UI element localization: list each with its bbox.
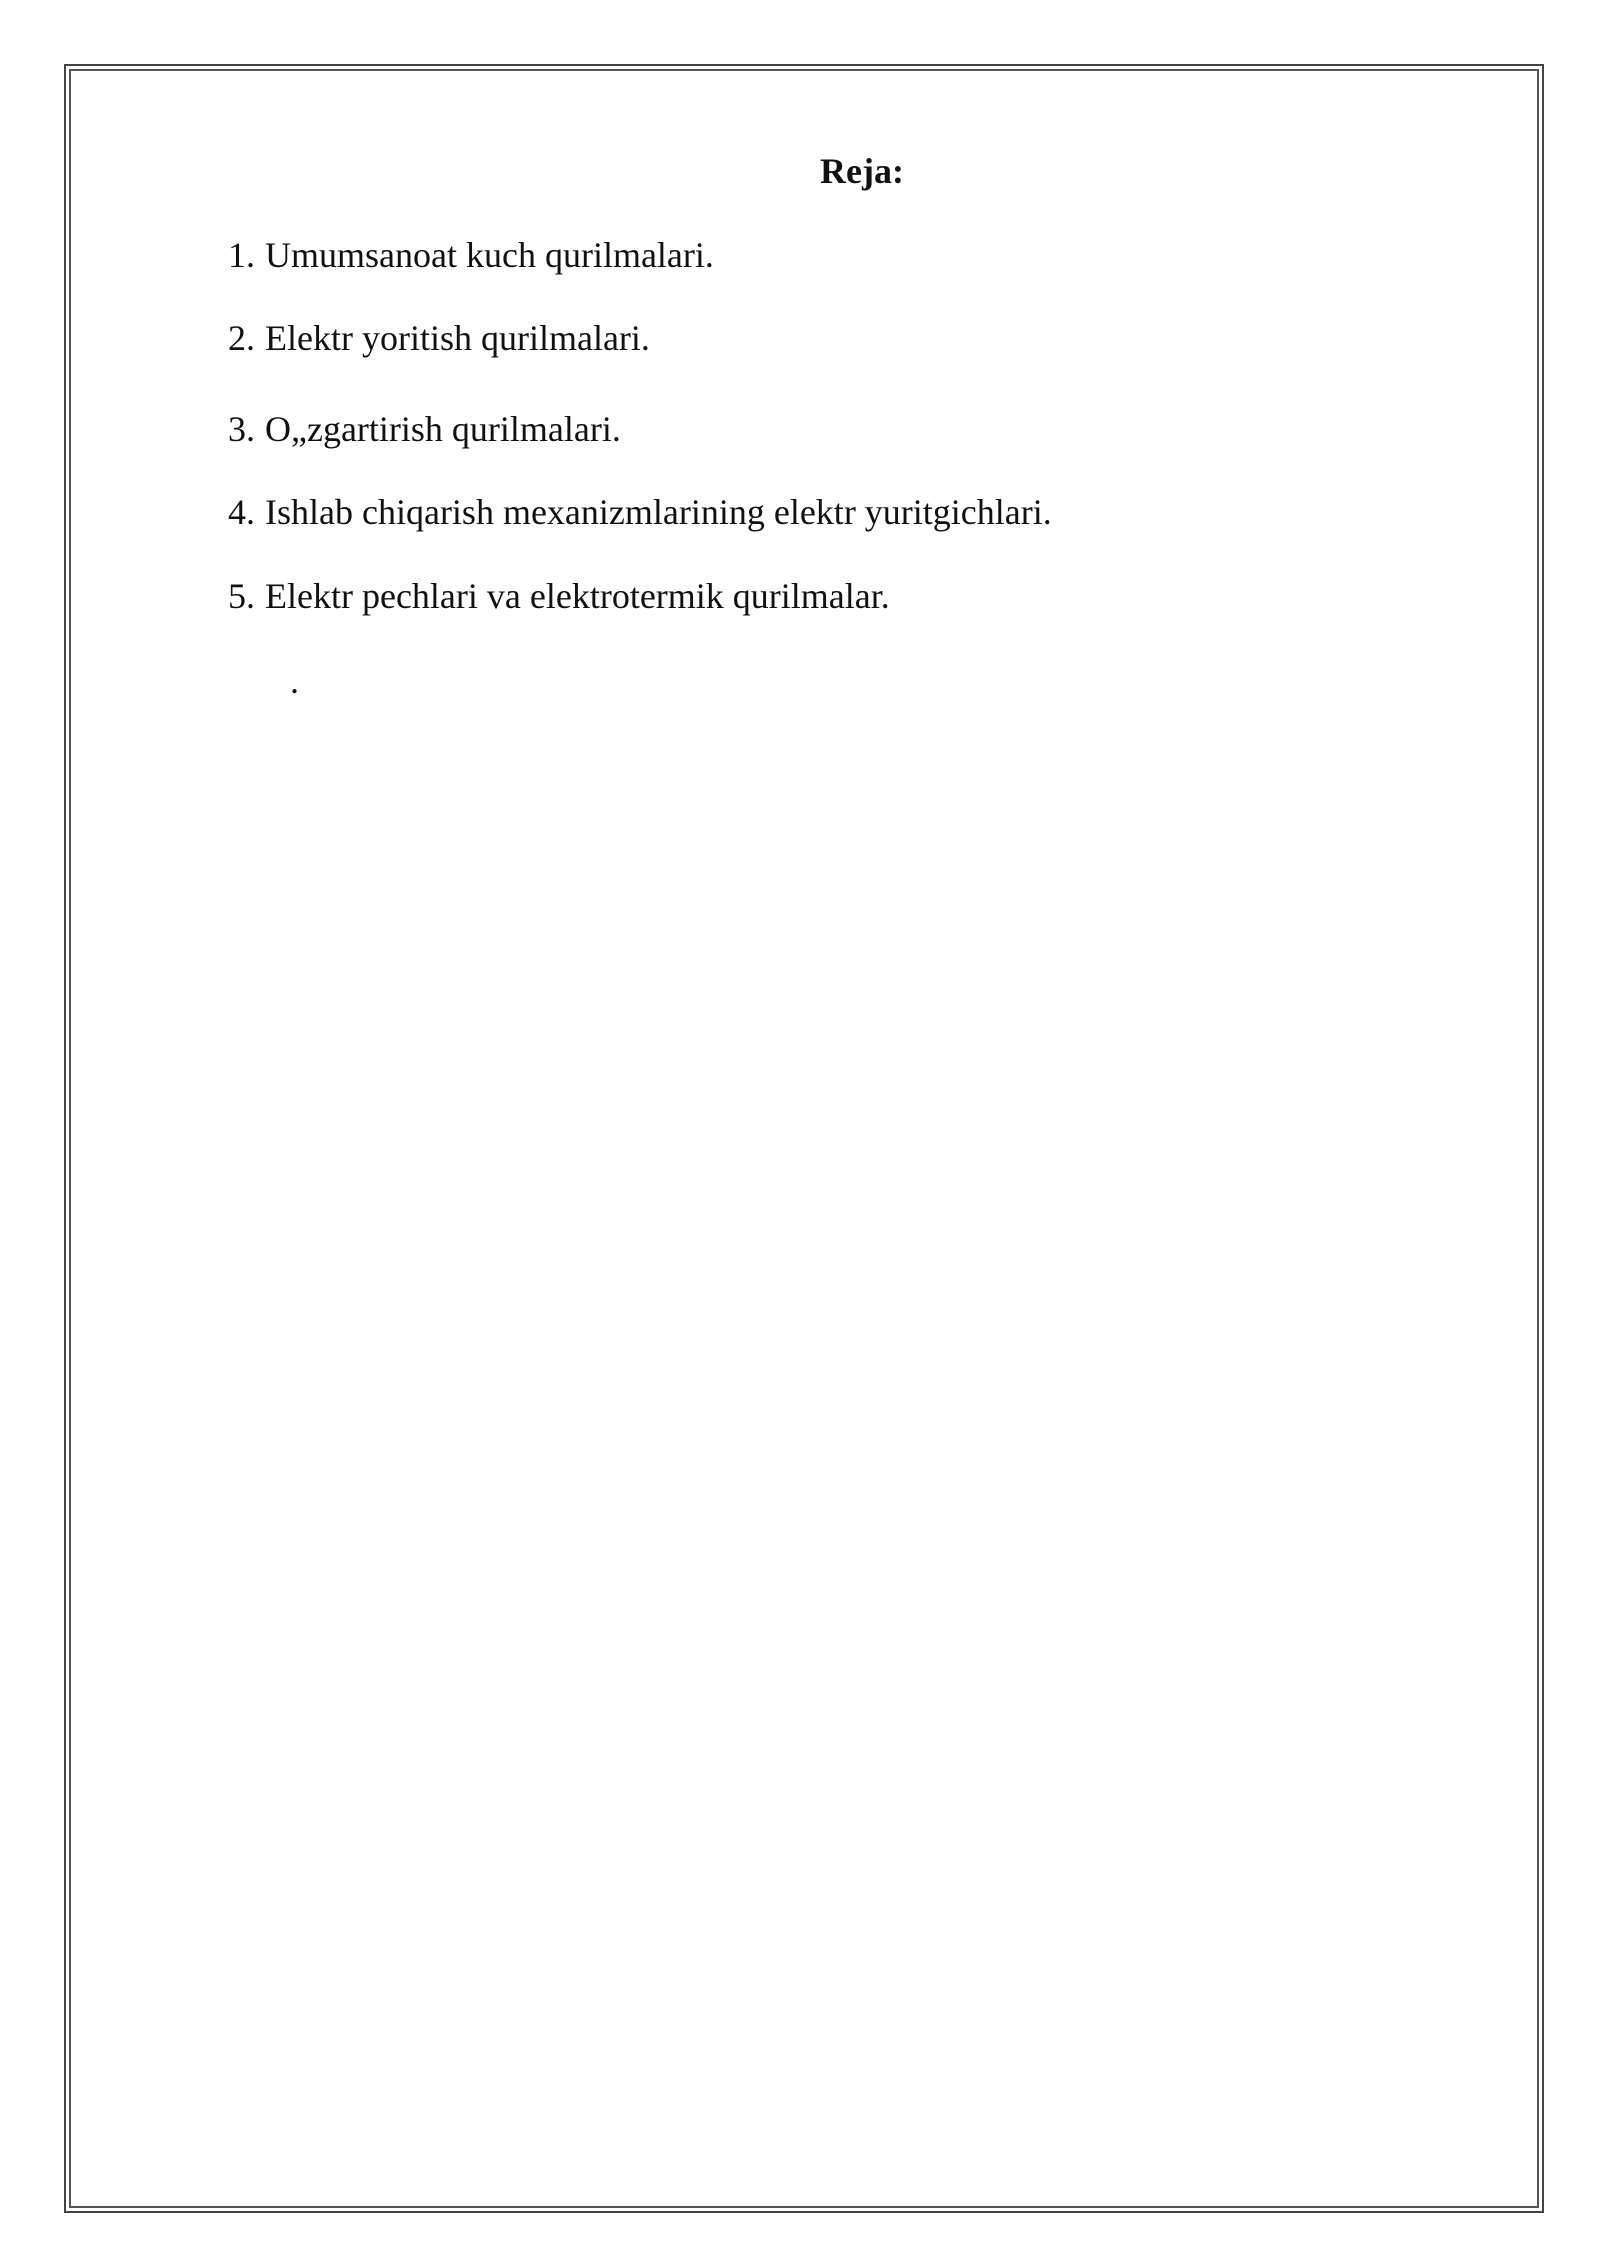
trailing-mark: . bbox=[290, 661, 299, 701]
list-item-number: 4. bbox=[228, 492, 255, 532]
page-title: Reja: bbox=[820, 151, 904, 191]
list-item-number: 1. bbox=[228, 235, 255, 275]
page-border-inner bbox=[69, 69, 1539, 2208]
list-item-text: Elektr pechlari va elektrotermik qurilmalar. bbox=[265, 576, 890, 616]
list-item-text: Ishlab chiqarish mexanizmlarining elektr yuritgichlari. bbox=[265, 492, 1052, 532]
list-item-text: Elektr yoritish qurilmalari. bbox=[265, 318, 650, 358]
list-item-number: 3. bbox=[228, 409, 255, 449]
list-item bbox=[228, 575, 890, 618]
list-item-number: 2. bbox=[228, 318, 255, 358]
list-item bbox=[228, 408, 621, 451]
list-item bbox=[228, 234, 714, 277]
list-item-text: O„zgartirish qurilmalari. bbox=[265, 409, 621, 449]
list-item-text: Umumsanoat kuch qurilmalari. bbox=[265, 235, 714, 275]
list-item-number: 5. bbox=[228, 576, 255, 616]
list-item bbox=[228, 491, 1052, 534]
list-item bbox=[228, 317, 650, 360]
